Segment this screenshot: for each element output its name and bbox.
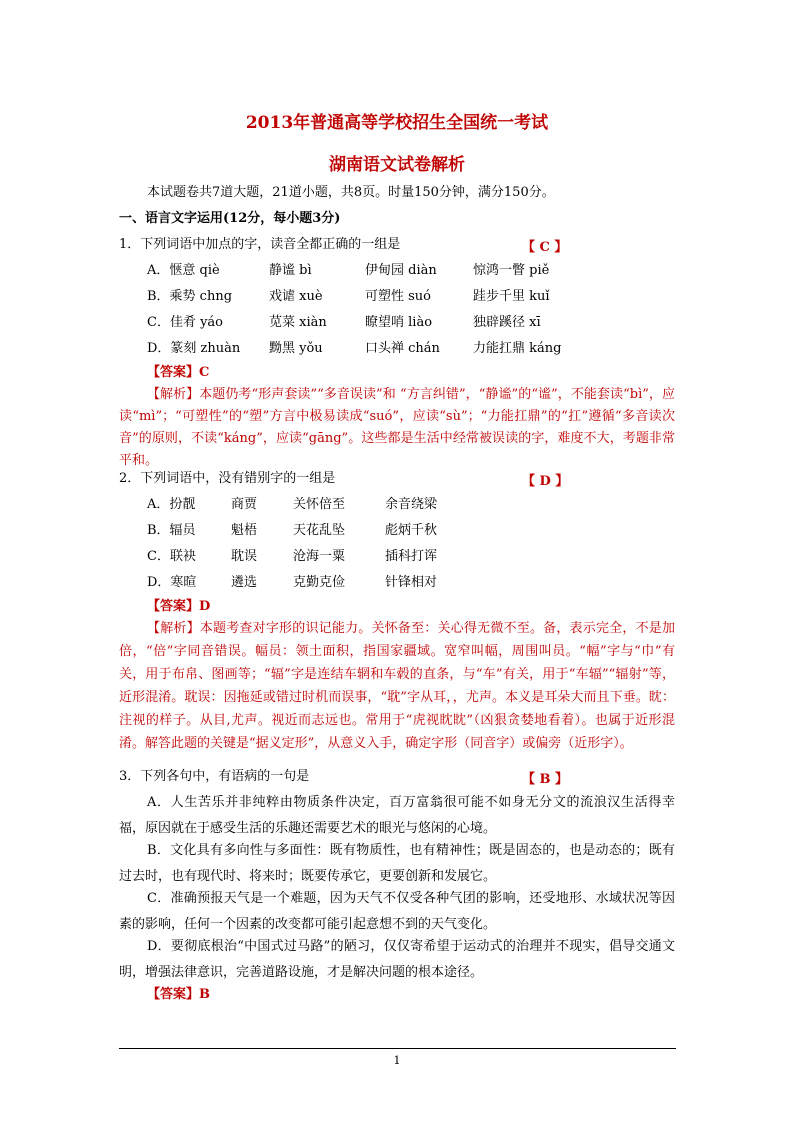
q1-b-4: 跬步千里 kuǐ <box>473 289 550 304</box>
q3-option-a: A．人生苦乐并非纯粹由物质条件决定，百万富翁很可能不如身无分文的流浪汉生活得幸福，原因就在于感受生活的乐趣还需要艺术的眼光与悠闲的心境。 <box>119 795 675 836</box>
q2-d-4: 针锋相对 <box>385 575 438 590</box>
q1-c-3: 瞭望哨 liào <box>365 315 433 330</box>
intro-text: 本试题卷共7道大题，21道小题，共8页。时量150分钟，满分150分。 <box>147 185 555 200</box>
q1-b-3: 可塑性 suó <box>365 289 432 304</box>
q1-c-2: 苋菜 xiàn <box>269 315 327 330</box>
q1-a-1: A．惬意 qiè <box>147 263 220 278</box>
q3-option-b: B．文化具有多向性与多面性：既有物质性，也有精神性；既是固态的，也是动态的；既有过去时，也有现代时、将来时；既要传承它，更要创新和发展它。 <box>119 843 675 884</box>
q3-answer: 【答案】B <box>147 987 210 1002</box>
q2-a-4: 余音绕梁 <box>385 497 438 512</box>
q2-analysis: 【解析】本题考查对字形的识记能力。关怀备至：关心得无微不至。备，表示完全，不是加倍，“倍”字同音错误。幅员：领土面积，指国家疆域。宽窄叫幅，周围叫员。“幅”字与“巾”有关，用于布帛、图画等；“辐”字是连结车辋和车毂的直条，与“车”有关，用于“车辐”“辐射”等，近形混淆。耽误：因拖延或错过时机而误事，“耽”字从耳，，尤声。本义是耳朵大而且下垂。眈：注视的样子。从目,尤声。视近而志远也。常用于“虎视眈眈”（凶狠贪婪地看着）。也属于近形混淆。解答此题的关键是“据义定形”，从意义入手，确定字形（同音字）或偏旁（近形字）。 <box>119 621 675 751</box>
footer-divider <box>119 1048 676 1049</box>
q1-c-4: 独辟蹊径 xī <box>473 315 541 330</box>
q3-option-d: D．要彻底根治“中国式过马路”的陋习，仅仅寄希望于运动式的治理并不现实，倡导交通文明，增强法律意识，完善道路设施，才是解决问题的根本途径。 <box>119 939 675 980</box>
q1-answer: 【答案】C <box>147 365 210 380</box>
q2-b-1: B．辐员 <box>147 523 196 538</box>
q2-c-2: 耽误 <box>231 549 258 564</box>
q3-option-c: C．准确预报天气是一个难题，因为天气不仅受各种气团的影响，还受地形、水域状况等因素的影响，任何一个因素的改变都可能引起意想不到的天气变化。 <box>119 891 675 932</box>
q2-d-3: 克勤克俭 <box>293 575 346 590</box>
document-title: 2013年普通高等学校招生全国统一考试 <box>245 113 549 133</box>
q2-b-3: 天花乱坠 <box>293 523 346 538</box>
q1-analysis: 【解析】本题仍考“形声套读”“多音误读”和 “方言纠错”，“静谧”的“谧”，不能套读“bì”，应读“mì”；“可塑性”的“塑”方言中极易读成“suó”，应读“sù”；“力能扛鼎”的“扛”遵循“多音读次音”的原则，不读“káng”，应读“gāng”。这些都是生活中经常被误读的字，难度不大，考题非常平和。 <box>119 387 675 468</box>
q2-answer: 【答案】D <box>147 599 211 614</box>
q1-a-2: 静谧 bì <box>269 263 312 278</box>
q1-c-1: C．佳肴 yáo <box>147 315 224 330</box>
q2-b-2: 魁梧 <box>231 523 258 538</box>
q2-a-2: 商贾 <box>231 497 258 512</box>
q1-mark: 【 C 】 <box>522 240 568 255</box>
q1-b-2: 戏谑 xuè <box>269 289 323 304</box>
q2-mark: 【 D 】 <box>522 474 569 489</box>
q2-d-1: D．寒暄 <box>147 575 197 590</box>
q3-stem: 3．下列各句中，有语病的一句是 <box>119 769 310 784</box>
q2-c-4: 插科打诨 <box>385 549 438 564</box>
q1-d-2: 黝黑 yǒu <box>269 341 323 356</box>
q2-c-1: C．联袂 <box>147 549 196 564</box>
q1-d-3: 口头禅 chán <box>365 341 440 356</box>
q1-d-1: D．篆刻 zhuàn <box>147 341 241 356</box>
q2-c-3: 沧海一粟 <box>293 549 346 564</box>
q1-a-4: 惊鸿一瞥 piě <box>473 263 550 278</box>
section-heading: 一、语言文字运用(12分，每小题3分) <box>119 211 341 226</box>
q2-a-3: 关怀倍至 <box>293 497 346 512</box>
q3-mark: 【 B 】 <box>522 772 569 787</box>
q1-stem: 1．下列词语中加点的字，读音全都正确的一组是 <box>119 237 401 252</box>
page-number: 1 <box>393 1054 401 1067</box>
document-subtitle: 湖南语文试卷解析 <box>329 155 465 175</box>
q2-b-4: 彪炳千秋 <box>385 523 438 538</box>
q1-a-3: 伊甸园 diàn <box>365 263 437 278</box>
q2-a-1: A．扮靓 <box>147 497 196 512</box>
q1-d-4: 力能扛鼎 káng <box>473 341 562 356</box>
q1-b-1: B．乘势 chng <box>147 289 233 304</box>
q2-d-2: 遴选 <box>231 575 258 590</box>
q2-stem: 2．下列词语中，没有错别字的一组是 <box>119 471 336 486</box>
